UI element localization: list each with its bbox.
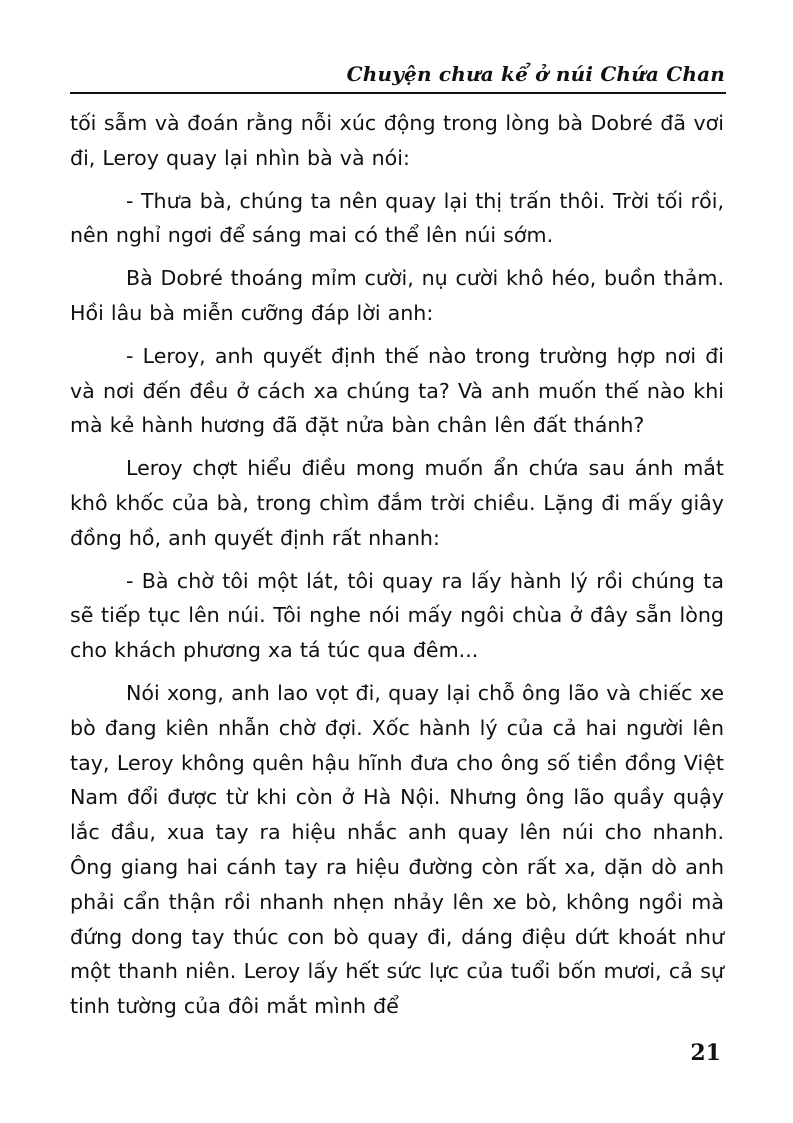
page-number: 21 <box>690 1040 721 1066</box>
header-rule <box>70 92 726 94</box>
paragraph: Nói xong, anh lao vọt đi, quay lại chỗ ông lão và chiếc xe bò đang kiên nhẫn chờ đợi. Xốc hành lý của cả hai người lên tay, Leroy không quên hậu hĩnh đưa cho ông số tiền đồng Việt Nam đổi được từ khi còn ở Hà Nội. Nhưng ông lão quầy quậy lắc đầu, xua tay ra hiệu nhắc anh quay lên núi cho nhanh. Ông giang hai cánh tay ra hiệu đường còn rất xa, dặn dò anh phải cẩn thận rồi nhanh nhẹn nhảy lên xe bò, không ngồi mà đứng dong tay thúc con bò quay đi, dáng điệu dứt khoát như một thanh niên. Leroy lấy hết sức lực của tuổi bốn mươi, cả sự tinh tường của đôi mắt mình để <box>70 680 724 1019</box>
page-body <box>70 106 724 1032</box>
running-header-title: Chuyện chưa kể ở núi Chứa Chan <box>346 62 725 86</box>
paragraph: Leroy chợt hiểu điều mong muốn ẩn chứa sau ánh mắt khô khốc của bà, trong chìm đắm trời chiều. Lặng đi mấy giây đồng hồ, anh quyết định rất nhanh: <box>70 456 724 550</box>
paragraph-continuation: tối sẫm và đoán rằng nỗi xúc động trong lòng bà Dobré đã vơi đi, Leroy quay lại nhìn bà và nói: <box>70 111 724 170</box>
paragraph-dialogue: - Leroy, anh quyết định thế nào trong trường hợp nơi đi và nơi đến đều ở cách xa chúng ta? Và anh muốn thế nào khi mà kẻ hành hương đã đặt nửa bàn chân lên đất thánh? <box>70 343 724 438</box>
paragraph-dialogue: - Bà chờ tôi một lát, tôi quay ra lấy hành lý rồi chúng ta sẽ tiếp tục lên núi. Tôi nghe nói mấy ngôi chùa ở đây sẵn lòng cho khách phương xa tá túc qua đêm... <box>70 568 724 663</box>
paragraph: Bà Dobré thoáng mỉm cười, nụ cười khô héo, buồn thảm. Hồi lâu bà miễn cưỡng đáp lời anh: <box>70 266 724 325</box>
paragraph-dialogue: - Thưa bà, chúng ta nên quay lại thị trấn thôi. Trời tối rồi, nên nghỉ ngơi để sáng mai có thể lên núi sớm. <box>70 188 724 248</box>
